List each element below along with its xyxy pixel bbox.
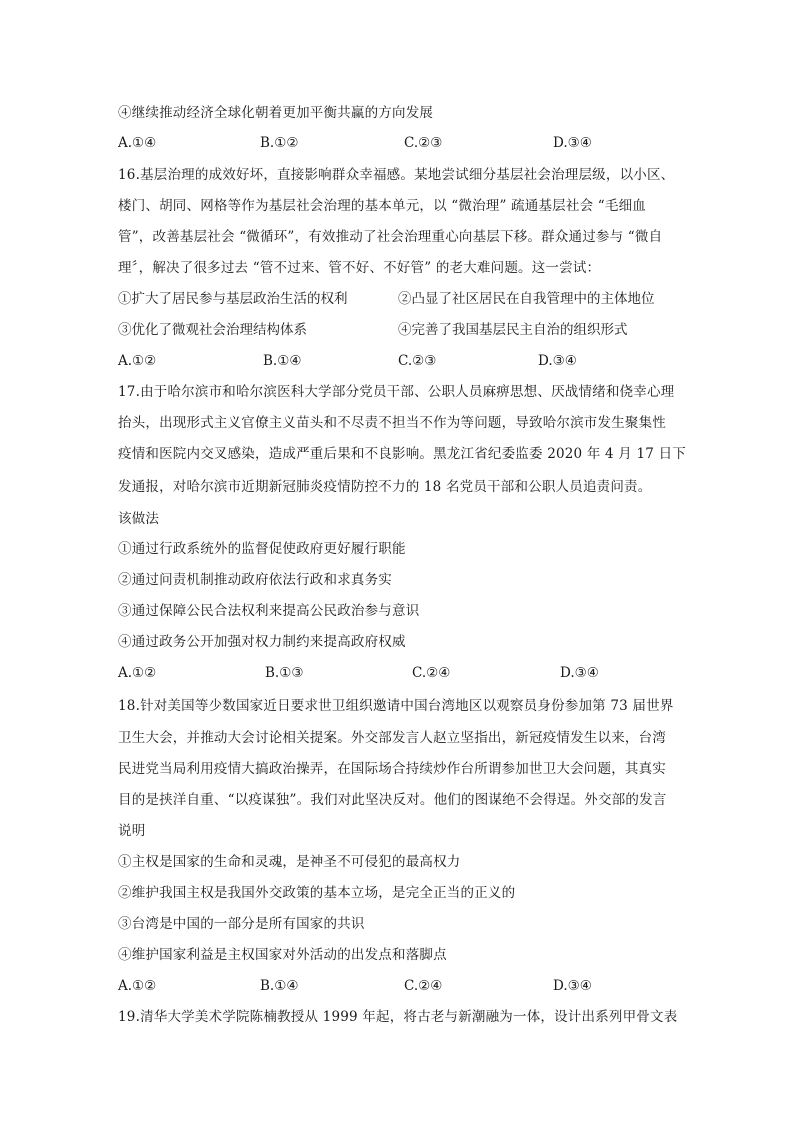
q17-stem-line: 疫情和医院内交叉感染，造成严重后果和不良影响。黑龙江省纪委监委 2020 年 4 月 17 日下 bbox=[118, 446, 686, 462]
q17-option-d: D.③④ bbox=[560, 665, 599, 681]
q15-option-d: D.③④ bbox=[553, 135, 592, 151]
q15-option-c: C.②③ bbox=[404, 135, 443, 151]
q18-item-4: ④维护国家利益是主权国家对外活动的出发点和落脚点 bbox=[118, 947, 447, 963]
q16-item-3: ③优化了微观社会治理结构体系 bbox=[118, 322, 307, 338]
q17-item-4: ④通过政务公开加强对权力制约来提高政府权威 bbox=[118, 634, 406, 650]
q16-item-2: ②凸显了社区居民在自我管理中的主体地位 bbox=[398, 291, 655, 307]
q17-item-2: ②通过问责机制推动政府依法行政和求真务实 bbox=[118, 572, 392, 588]
q16-option-a: A.①② bbox=[118, 353, 157, 369]
q17-stem-line: 发通报，对哈尔滨市近期新冠肺炎疫情防控不力的 18 名党员干部和公职人员追责问责。 bbox=[118, 479, 652, 495]
q16-stem-line: 管”，改善基层社会 “微循环”，有效推动了社会治理重心向基层下移。群众通过参与 “微自 bbox=[118, 229, 663, 245]
q18-stem-line: 卫生大会，并推动大会讨论相关提案。外交部发言人赵立坚指出，新冠疫情发生以来，台湾 bbox=[118, 730, 666, 746]
q16-stem-line: 16.基层治理的成效好坏，直接影响群众幸福感。某地尝试细分基层社会治理层级，以小区、 bbox=[118, 167, 675, 183]
q18-stem-line: 民进党当局利用疫情大搞政治操弄，在国际场合持续炒作台所谓参加世卫大会问题，其真实 bbox=[118, 761, 666, 777]
q18-option-a: A.①② bbox=[118, 978, 157, 994]
q18-item-1: ①主权是国家的生命和灵魂，是神圣不可侵犯的最高权力 bbox=[118, 854, 461, 870]
q18-option-d: D.③④ bbox=[553, 978, 592, 994]
q19-stem-line: 19.清华大学美术学院陈楠教授从 1999 年起，将古老与新潮融为一体，设计出系列甲骨文表 bbox=[118, 1009, 678, 1025]
q16-option-c: C.②③ bbox=[398, 353, 437, 369]
q18-option-c: C.②④ bbox=[404, 978, 443, 994]
q15-option-b: B.①② bbox=[260, 135, 299, 151]
q17-item-3: ③通过保障公民合法权利来提高公民政治参与意识 bbox=[118, 603, 420, 619]
q16-stem-line: 理〞，解决了很多过去 “管不过来、管不好、不好管” 的老大难问题。这一尝试： bbox=[118, 260, 601, 276]
q18-stem-line: 说明 bbox=[118, 823, 146, 839]
q18-item-2: ②维护我国主权是我国外交政策的基本立场，是完全正当的正义的 bbox=[118, 885, 516, 901]
q17-option-a: A.①② bbox=[118, 665, 157, 681]
q18-stem-line: 目的是挟洋自重、“以疫谋独”。我们对此坚决反对。他们的图谋绝不会得逞。外交部的发言 bbox=[118, 792, 667, 808]
q17-option-c: C.②④ bbox=[412, 665, 451, 681]
q16-item-4: ④完善了我国基层民主自治的组织形式 bbox=[398, 322, 628, 338]
q17-stem-line: 17.由于哈尔滨市和哈尔滨医科大学部分党员干部、公职人员麻痹思想、厌战情绪和侥幸心理 bbox=[118, 384, 675, 400]
q18-option-b: B.①④ bbox=[260, 978, 299, 994]
q17-stem-line: 该做法 bbox=[118, 511, 160, 527]
q17-option-b: B.①③ bbox=[265, 665, 304, 681]
q15-option-a: A.①④ bbox=[118, 135, 157, 151]
q16-item-1: ①扩大了居民参与基层政治生活的权利 bbox=[118, 291, 348, 307]
q16-option-b: B.①④ bbox=[263, 353, 302, 369]
q17-stem-line: 抬头，出现形式主义官僚主义苗头和不尽责不担当不作为等问题，导致哈尔滨市发生聚集性 bbox=[118, 415, 666, 431]
q15-item-4: ④继续推动经济全球化朝着更加平衡共赢的方向发展 bbox=[118, 105, 434, 121]
q16-option-d: D.③④ bbox=[538, 353, 577, 369]
q18-stem-line: 18.针对美国等少数国家近日要求世卫组织邀请中国台湾地区以观察员身份参加第 73 届世界 bbox=[118, 698, 674, 714]
q17-item-1: ①通过行政系统外的监督促使政府更好履行职能 bbox=[118, 541, 406, 557]
q16-stem-line: 楼门、胡同、网格等作为基层社会治理的基本单元，以 “微治理” 疏通基层社会 “毛细血 bbox=[118, 198, 646, 214]
q18-item-3: ③台湾是中国的一部分是所有国家的共识 bbox=[118, 916, 365, 932]
